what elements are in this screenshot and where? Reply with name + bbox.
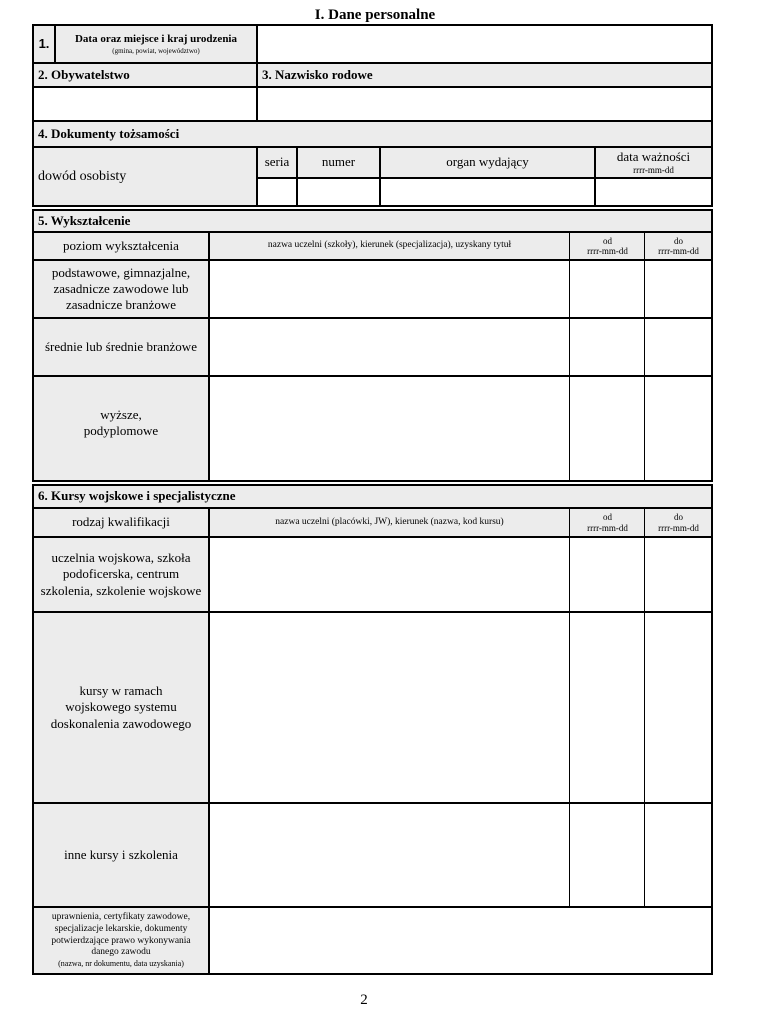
edu-row-secondary-do-input[interactable]	[646, 319, 711, 375]
family-name-label: 3. Nazwisko rodowe	[262, 66, 373, 82]
courses-col-do-format: rrrr-mm-dd	[658, 522, 699, 533]
birth-data-label-sub: (gmina, powiat, województwo)	[112, 46, 200, 55]
edu-row-basic-do-input[interactable]	[646, 261, 711, 317]
birth-data-label	[56, 28, 256, 60]
col-numer-header: numer	[321, 154, 356, 170]
col-organ-header: organ wydający	[446, 154, 529, 170]
citizenship-input[interactable]	[34, 88, 256, 120]
edu-row-basic-name-input[interactable]	[210, 261, 569, 317]
edu-row-basic-od-input[interactable]	[571, 261, 644, 317]
birth-data-label-main: Data oraz miejsce i kraj urodzenia	[74, 32, 237, 45]
identity-documents-label: 4. Dokumenty tożsamości	[38, 125, 180, 141]
col-validity-format: rrrr-mm-dd	[633, 165, 674, 175]
edu-row-secondary-label: średnie lub średnie branżowe	[45, 338, 197, 354]
courses-row-development-do-input[interactable]	[646, 613, 711, 802]
courses-row-other-do-input[interactable]	[646, 804, 711, 906]
edu-row-secondary-name-input[interactable]	[210, 319, 569, 375]
edu-col-od	[571, 233, 644, 259]
edu-row-higher-label: wyższe, podyplomowe	[83, 406, 159, 438]
col-validity-label: data ważności	[616, 148, 691, 164]
courses-row-certificates-input[interactable]	[210, 908, 711, 973]
col-seria-header: seria	[264, 154, 290, 170]
field-1-number: 1.	[38, 35, 50, 51]
doc-organ-input[interactable]	[381, 179, 594, 205]
edu-row-basic-label: podstawowe, gimnazjalne, zasadnicze zawodowe lub zasadnicze branżowe	[51, 264, 191, 313]
courses-row-certificates-label	[34, 908, 208, 973]
doc-seria-input[interactable]	[258, 179, 296, 205]
courses-col-od-format: rrrr-mm-dd	[587, 522, 628, 533]
edu-col-od-label: od	[603, 235, 612, 246]
courses-col-od-label: od	[603, 512, 612, 523]
courses-row-other-label: inne kursy i szkolenia	[64, 846, 178, 862]
education-label: 5. Wykształcenie	[38, 212, 131, 228]
courses-row-certificates-sub: (nazwa, nr dokumentu, data uzyskania)	[58, 959, 184, 969]
courses-row-military-label: uczelnia wojskowa, szkoła podoficerska, centrum szkolenia, szkolenie wojskowe	[40, 550, 202, 598]
col-validity-header	[596, 148, 711, 177]
courses-row-military-name-input[interactable]	[210, 538, 569, 611]
birth-data-input[interactable]	[258, 26, 711, 62]
edu-col-name: nazwa uczelni (szkoły), kierunek (specjalizacja), uzyskany tytuł	[267, 240, 512, 251]
courses-row-development-name-input[interactable]	[210, 613, 569, 802]
courses-col-kind: rodzaj kwalifikacji	[72, 514, 170, 530]
courses-row-military-do-input[interactable]	[646, 538, 711, 611]
courses-row-military-od-input[interactable]	[571, 538, 644, 611]
edu-col-od-format: rrrr-mm-dd	[587, 246, 628, 256]
courses-label: 6. Kursy wojskowe i specjalistyczne	[38, 488, 236, 504]
edu-col-do-format: rrrr-mm-dd	[658, 246, 699, 256]
edu-row-higher-od-input[interactable]	[571, 377, 644, 480]
document-type-label: dowód osobisty	[38, 168, 127, 184]
courses-row-other-od-input[interactable]	[571, 804, 644, 906]
edu-col-level: poziom wykształcenia	[63, 237, 179, 253]
citizenship-label: 2. Obywatelstwo	[38, 66, 130, 82]
courses-row-development-label: kursy w ramach wojskowego systemu doskonalenia zawodowego	[50, 683, 192, 731]
courses-col-name: nazwa uczelni (placówki, JW), kierunek (nazwa, kod kursu)	[275, 516, 504, 527]
section-title: I. Dane personalne	[314, 6, 436, 23]
courses-col-od	[571, 509, 644, 536]
family-name-input[interactable]	[258, 88, 711, 120]
courses-row-development-od-input[interactable]	[571, 613, 644, 802]
courses-col-do	[646, 509, 711, 536]
edu-col-do	[646, 233, 711, 259]
courses-row-other-name-input[interactable]	[210, 804, 569, 906]
edu-col-do-label: do	[674, 235, 683, 246]
edu-row-higher-name-input[interactable]	[210, 377, 569, 480]
courses-row-certificates-main: uprawnienia, certyfikaty zawodowe, specjalizacje lekarskie, dokumenty potwierdzające prawo wykonywania danego zawodu	[51, 911, 191, 958]
courses-col-do-label: do	[674, 512, 683, 523]
page-number: 2	[360, 991, 368, 1008]
edu-row-higher-do-input[interactable]	[646, 377, 711, 480]
edu-row-secondary-od-input[interactable]	[571, 319, 644, 375]
doc-validity-input[interactable]	[596, 179, 711, 205]
doc-numer-input[interactable]	[298, 179, 379, 205]
